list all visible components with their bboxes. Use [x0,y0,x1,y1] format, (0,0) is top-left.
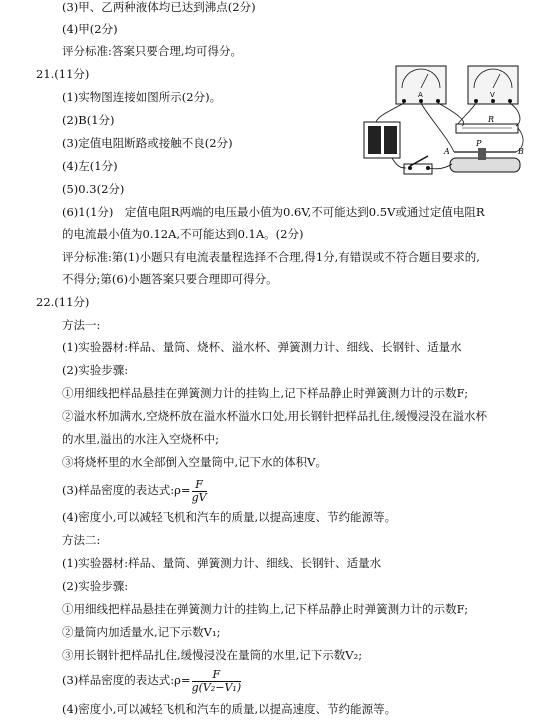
q22-method2-steps-title: (2)实验步骤: [62,579,129,593]
q21-answer-2: (2)B(1分) [62,113,115,127]
fraction-denominator: g(V₂−V₁) [191,680,242,694]
q21-criteria-line1: 评分标准:第(1)小题只有电流表量程选择不合理,得1分,有错误或不符合题目要求的, [62,250,480,264]
q22-method1-materials: (1)实验器材:样品、量筒、烧杯、溢水杯、弹簧测力计、细线、长钢针、适量水 [62,340,462,354]
expression-label: (3)样品密度的表达式:ρ= [62,483,191,497]
density-fraction [192,479,207,504]
q21-answer-4: (4)左(1分) [62,159,118,173]
rheostat-icon [443,139,524,172]
q20-criteria: 评分标准:答案只要合理,均可得分。 [62,44,243,58]
density-fraction [192,669,242,694]
q22-method1-answer-4: (4)密度小,可以减轻飞机和汽车的质量,以提高速度、节约能源等。 [62,510,397,524]
slider-label: P [476,139,482,148]
end-a-label: A [444,147,450,156]
q20-answer-4: (4)甲(2分) [62,22,118,36]
q22-method2-step1: ①用细线把样品悬挂在弹簧测力计的挂钩上,记下样品静止时弹簧测力计的示数F; [62,602,469,616]
ammeter-label: A [418,91,423,99]
switch-icon [404,156,432,174]
circuit-diagram [358,64,528,182]
q21-criteria-line2: 不得分;第(6)小题答案只要合理即可得分。 [62,272,278,286]
q21-answer-1: (1)实物图连接如图所示(2分)。 [62,90,222,104]
q21-answer-6-line2: 的电流最小值为0.12A,不可能达到0.1A。(2分) [62,227,304,241]
q21-answer-3: (3)定值电阻断路或接触不良(2分) [62,136,233,150]
q21-answer-6-line1: (6)1(1分) 定值电阻R两端的电压最小值为0.6V,不可能达到0.5V或通过定值电阻R [62,205,485,219]
voltmeter-label: V [490,91,495,99]
q22-method2-answer-4: (4)密度小,可以减轻飞机和汽车的质量,以提高速度、节约能源等。 [62,702,397,716]
fraction-denominator: gV [191,490,207,504]
q22-method2-materials: (1)实验器材:样品、量筒、弹簧测力计、细线、长钢针、适量水 [62,556,382,570]
q22-method2-expression [62,668,241,694]
battery-icon [364,122,400,158]
q22-method1-step3: ③将烧杯里的水全部倒入空量筒中,记下水的体积V。 [62,455,327,469]
q22-method1-step2-line2: 的水里,溢出的水注入空烧杯中; [62,432,220,446]
q21-header: 21.(11分) [36,67,90,81]
fraction-numerator: F [192,669,242,682]
q22-header: 22.(11分) [36,295,90,309]
fraction-numerator: F [192,479,207,492]
q22-method2-step3: ③用长钢针把样品扎住,缓慢浸没在量筒的水里,记下示数V₂; [62,648,363,662]
ammeter-icon [396,66,446,104]
end-b-label: B [518,147,524,156]
q22-method2-title: 方法二: [62,533,101,547]
q22-method1-steps-title: (2)实验步骤: [62,363,129,377]
q22-method1-step1: ①用细线把样品悬挂在弹簧测力计的挂钩上,记下样品静止时弹簧测力计的示数F; [62,386,469,400]
resistor-label: R [488,115,495,124]
q22-method1-step2-line1: ②溢水杯加满水,空烧杯放在溢水杯溢水口处,用长钢针把样品扎住,缓慢浸没在溢水杯 [62,409,487,423]
q22-method1-title: 方法一: [62,318,101,332]
voltmeter-icon [468,66,518,104]
resistor-icon [456,115,518,133]
q20-answer-3: (3)甲、乙两种液体均已达到沸点(2分) [62,0,256,14]
q22-method1-expression [62,478,207,504]
q22-method2-step2: ②量筒内加适量水,记下示数V₁; [62,625,221,639]
expression-label: (3)样品密度的表达式:ρ= [62,673,191,687]
q21-answer-5: (5)0.3(2分) [62,182,125,196]
